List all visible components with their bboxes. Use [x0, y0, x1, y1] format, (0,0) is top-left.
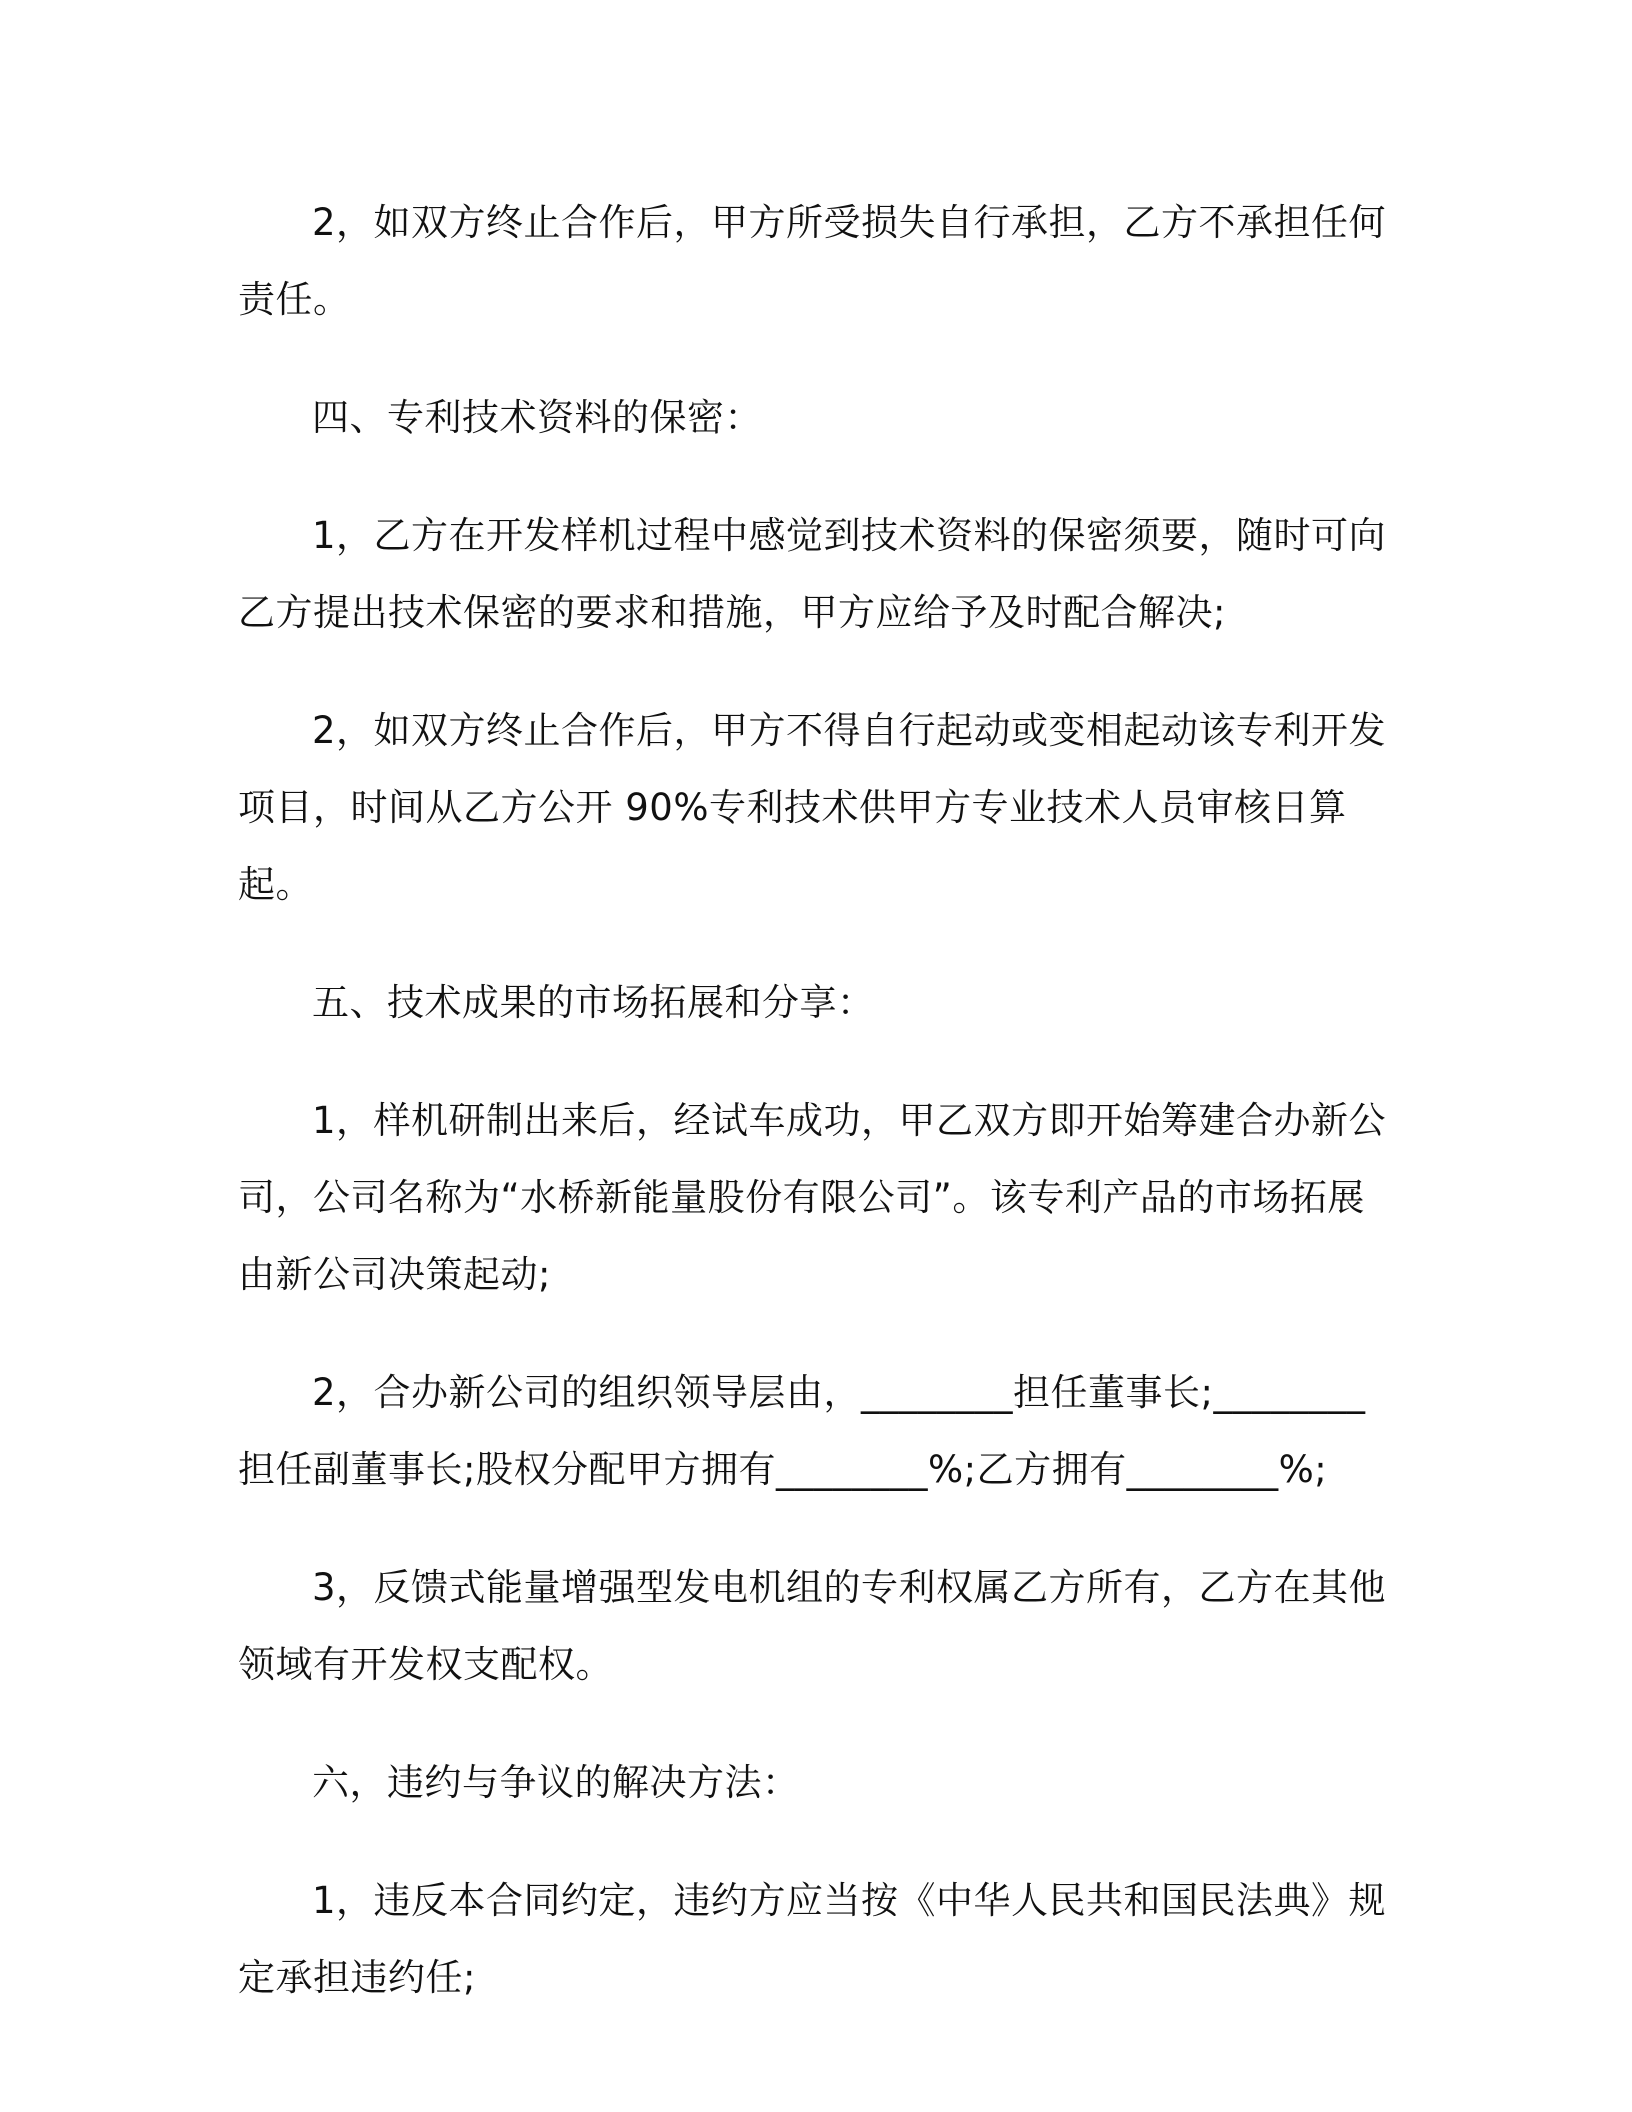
clause-4-item-1: 1，乙方在开发样机过程中感觉到技术资料的保密须要，随时可向乙方提出技术保密的要求和措施，甲方应给予及时配合解决; [238, 514, 1387, 634]
clause-5-item-1: 1，样机研制出来后，经试车成功，甲乙双方即开始筹建合办新公司，公司名称为“水桥新能量股份有限公司”。该专利产品的市场拓展由新公司决策起动; [238, 1099, 1387, 1296]
section-heading-6: 六，违约与争议的解决方法： [312, 1761, 800, 1804]
clause-4-item-2: 2，如双方终止合作后，甲方不得自行起动或变相起动该专利开发项目，时间从乙方公开 90%专利技术供甲方专业技术人员审核日算起。 [238, 709, 1387, 906]
section-heading-5: 五、技术成果的市场拓展和分享： [312, 981, 875, 1024]
section-heading-4: 四、专利技术资料的保密： [312, 396, 762, 439]
clause-6-item-1: 1，违反本合同约定，违约方应当按《中华人民共和国民法典》规定承担违约任; [238, 1879, 1387, 1999]
clause-3-item-2: 2，如双方终止合作后，甲方所受损失自行承担，乙方不承担任何责任。 [238, 201, 1387, 321]
clause-5-item-2: 2，合办新公司的组织领导层由，________担任董事长;________担任副董事长;股权分配甲方拥有________%;乙方拥有________%; [238, 1371, 1366, 1491]
document-body [238, 184, 1388, 2057]
clause-5-item-3: 3，反馈式能量增强型发电机组的专利权属乙方所有，乙方在其他领域有开发权支配权。 [238, 1566, 1387, 1686]
